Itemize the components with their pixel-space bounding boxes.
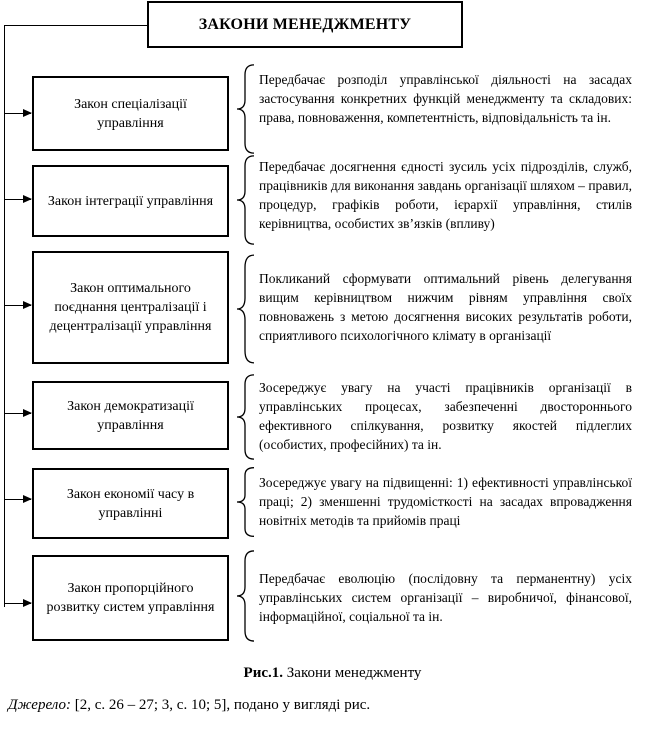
law-name: Закон пропорційного розвитку систем управління	[46, 581, 215, 615]
caption-text: Закони менеджменту	[283, 665, 422, 681]
law-description: Покликаний сформувати оптимальний рівень делегування вищим керівництвом нижчим рівням управління своїх повноважень з метою досягнення високих результатів роботи, сприятливого психологічного клімату в організації	[259, 271, 632, 343]
arrow-law-1	[4, 113, 31, 114]
law-description: Зосереджує увагу на участі працівників організації в управлінських процесах, забезпеченні двостороннього ефективного спілкування, розвитку якостей підлеглих (особистих, професійних) та ін.	[259, 380, 632, 452]
law-name: Закон демократизації управління	[67, 398, 194, 433]
arrow-law-2	[4, 199, 31, 200]
diagram-title: ЗАКОНИ МЕНЕДЖМЕНТУ	[147, 1, 463, 48]
caption-label: Рис.1.	[243, 665, 284, 681]
source-text: [2, с. 26 – 27; 3, с. 10; 5], подано у вигляді рис.	[70, 697, 371, 713]
arrow-law-5	[4, 499, 31, 500]
brace-law-6	[236, 550, 256, 642]
figure-caption	[0, 665, 665, 682]
law-name: Закон економії часу в управлінні	[66, 486, 195, 521]
law-box-time-economy	[32, 468, 229, 539]
source-label: Джерело:	[8, 697, 71, 713]
law-name: Закон спеціалізації управління	[74, 96, 187, 131]
law-description: Передбачає розподіл управлінської діяльності на засадах застосування конкретних функцій менеджменту та складових: права, повноваження, компетентність, відповідальність та ін.	[259, 72, 632, 125]
law-description: Передбачає досягнення єдності зусиль усіх підрозділів, служб, працівників для виконання завдань організації шляхом – правил, процедур, графіків роботи, ієрархії управління, стилів керівництва, особистих зв’язків (впливу)	[259, 159, 632, 231]
law-name: Закон оптимального поєднання централізації і децентралізації управління	[49, 281, 212, 334]
source-note	[8, 697, 370, 714]
law-box-democratization	[32, 381, 229, 450]
brace-law-3	[236, 254, 256, 364]
law-name: Закон інтеграції управління	[47, 193, 214, 209]
connector-top	[4, 25, 147, 26]
law-box-centralization	[32, 251, 229, 364]
law-box-specialization	[32, 76, 229, 151]
law-description: Зосереджує увагу на підвищенні: 1) ефективності управлінської праці; 2) зменшенні трудомісткості на засадах впровадження новітніх методів та прийомів праці	[259, 475, 632, 528]
brace-law-4	[236, 374, 256, 460]
brace-law-5	[236, 467, 256, 537]
law-description: Передбачає еволюцію (послідовну та перманентну) усіх управлінських систем організації – виробничої, фінансової, інформаційної, соціальної та ін.	[259, 571, 632, 624]
brace-law-1	[236, 64, 256, 154]
arrow-law-3	[4, 305, 31, 306]
law-box-proportional	[32, 555, 229, 641]
brace-law-2	[236, 155, 256, 245]
law-box-integration	[32, 165, 229, 237]
arrow-law-6	[4, 603, 31, 604]
arrow-law-4	[4, 413, 31, 414]
